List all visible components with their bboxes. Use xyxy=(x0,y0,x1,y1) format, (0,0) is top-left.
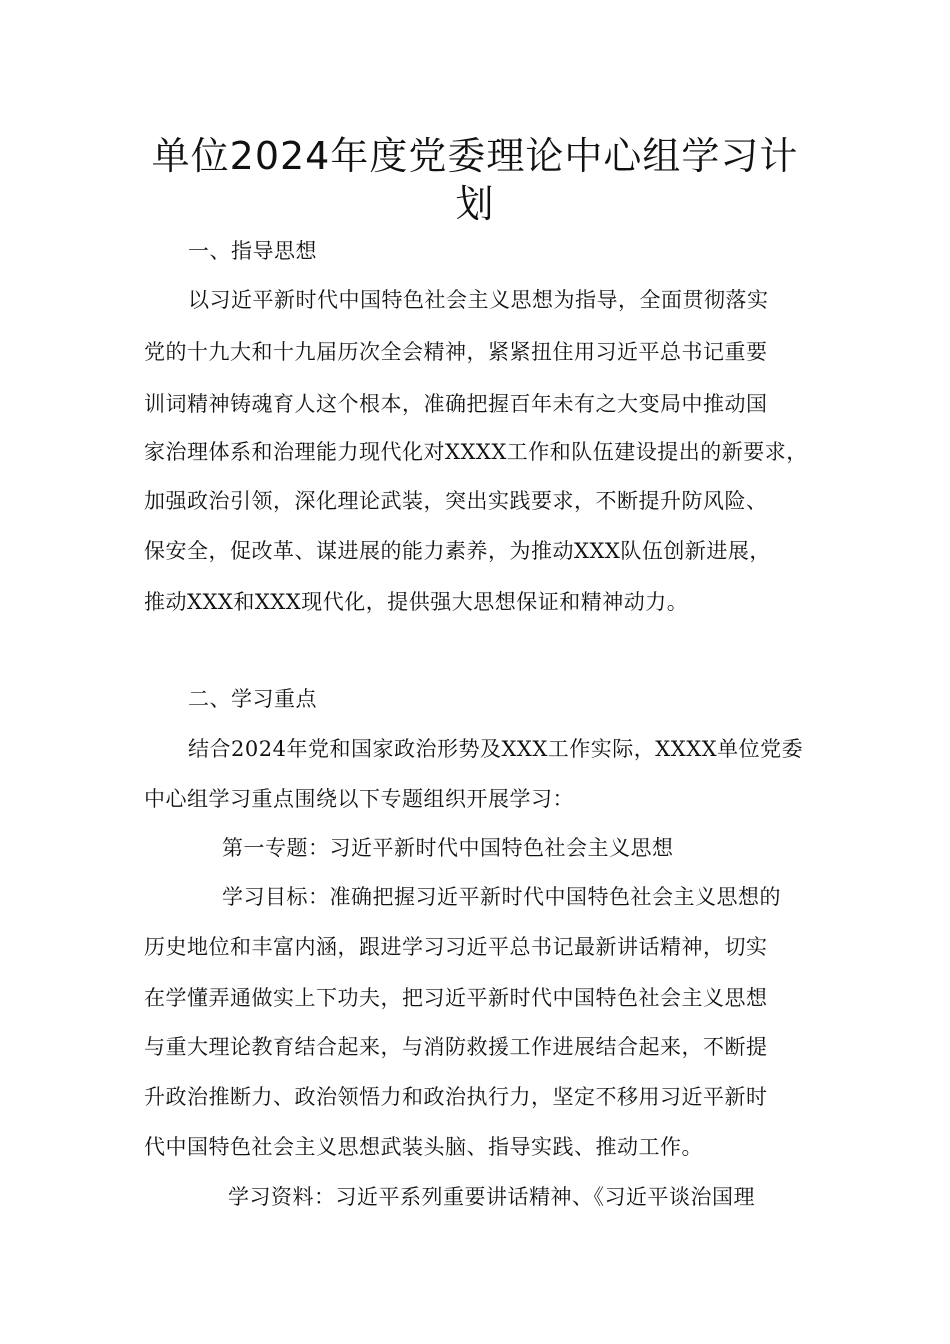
paragraph-line: 代中国特色社会主义思想武装头脑、指导实践、推动工作。 xyxy=(144,1135,703,1159)
paragraph-line: 学习目标：准确把握习近平新时代中国特色社会主义思想的 xyxy=(222,885,781,909)
section-heading-guiding-ideology: 一、指导思想 xyxy=(188,239,317,263)
paragraph-line: 中心组学习重点围绕以下专题组织开展学习： xyxy=(144,787,574,811)
document-title-line-2: 划 xyxy=(455,182,495,226)
paragraph-line: 训词精神铸魂育人这个根本，准确把握百年未有之大变局中推动国 xyxy=(144,392,768,416)
document-title-line-1: 单位2024年度党委理论中心组学习计 xyxy=(151,134,799,178)
paragraph-line: 加强政治引领，深化理论武装，突出实践要求，不断提升防风险、 xyxy=(144,489,768,513)
topic-heading: 第一专题：习近平新时代中国特色社会主义思想 xyxy=(222,836,674,860)
section-heading-study-focus: 二、学习重点 xyxy=(188,687,317,711)
paragraph-line: 结合2024年党和国家政治形势及XXX工作实际，XXXX单位党委 xyxy=(188,737,804,761)
paragraph-line: 历史地位和丰富内涵，跟进学习习近平总书记最新讲话精神，切实 xyxy=(144,935,768,959)
paragraph-line: 学习资料：习近平系列重要讲话精神、《习近平谈治国理 xyxy=(228,1185,755,1209)
paragraph-line: 保安全，促改革、谋进展的能力素养，为推动XXX队伍创新进展， xyxy=(144,539,771,563)
paragraph-line: 与重大理论教育结合起来，与消防救援工作进展结合起来，不断提 xyxy=(144,1035,768,1059)
paragraph-line: 家治理体系和治理能力现代化对XXXX工作和队伍建设提出的新要求， xyxy=(144,440,808,464)
paragraph-line: 党的十九大和十九届历次全会精神，紧紧扭住用习近平总书记重要 xyxy=(144,340,768,364)
paragraph-line: 在学懂弄通做实上下功夫，把习近平新时代中国特色社会主义思想 xyxy=(144,986,768,1010)
paragraph-line: 推动XXX和XXX现代化，提供强大思想保证和精神动力。 xyxy=(144,590,689,614)
paragraph-line: 升政治推断力、政治领悟力和政治执行力，坚定不移用习近平新时 xyxy=(144,1085,768,1109)
paragraph-line: 以习近平新时代中国特色社会主义思想为指导，全面贯彻落实 xyxy=(188,288,769,312)
